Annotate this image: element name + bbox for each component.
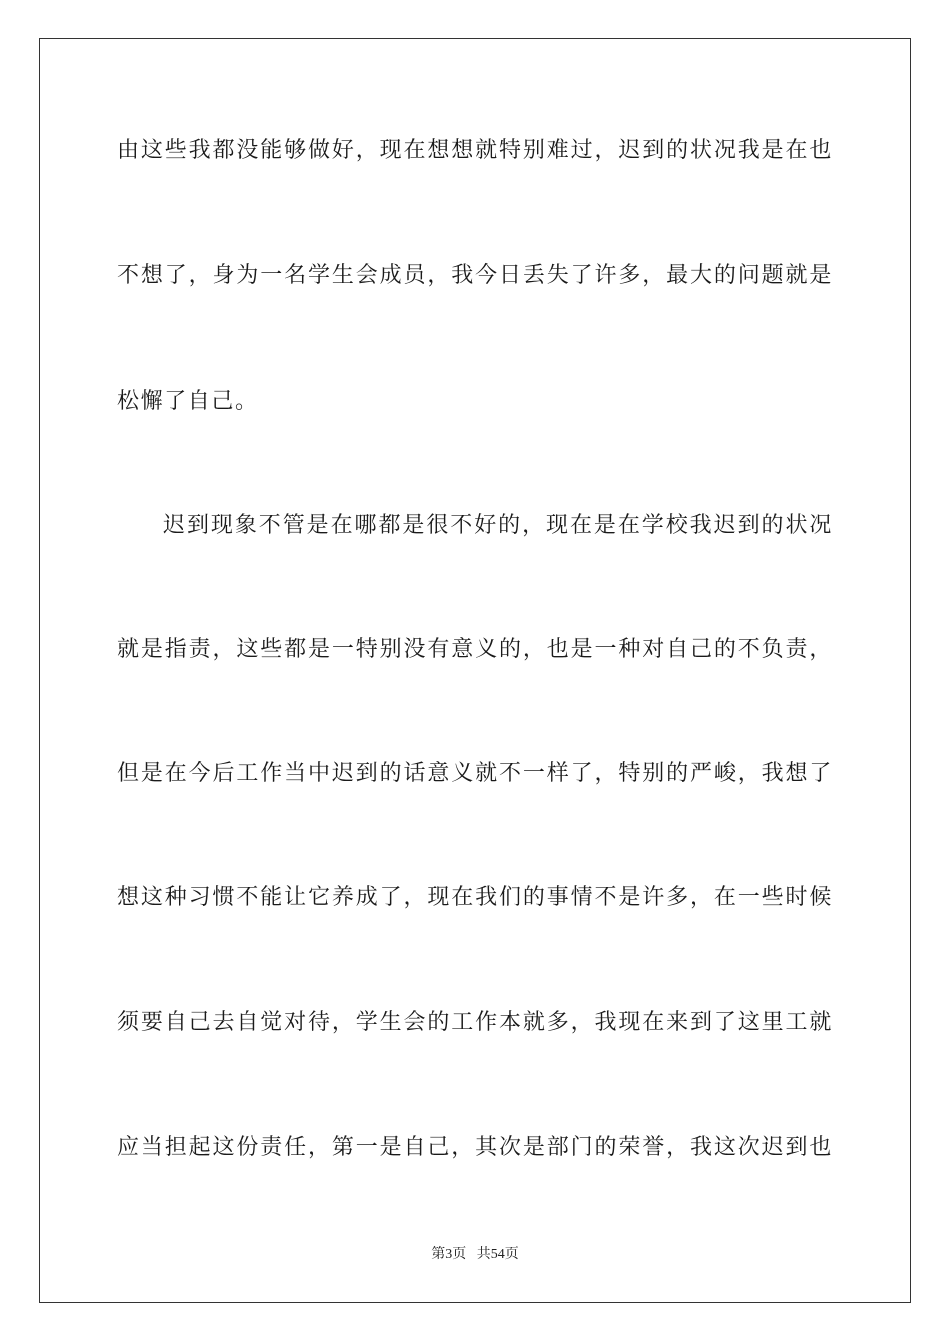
page-number: 第3页 [431,1247,467,1262]
body-text-line: 不想了，身为一名学生会成员，我今日丢失了许多，最大的问题就是 [117,263,833,288]
page-footer [0,1246,950,1264]
body-text-line: 就是指责，这些都是一特别没有意义的，也是一种对自己的不负责， [117,637,833,662]
body-text-line: 但是在今后工作当中迟到的话意义就不一样了，特别的严峻，我想了 [117,761,833,786]
page-total: 共54页 [476,1247,519,1262]
body-text-line: 应当担起这份责任，第一是自己，其次是部门的荣誉，我这次迟到也 [117,1135,833,1160]
body-text-line: 须要自己去自觉对待，学生会的工作本就多，我现在来到了这里工就 [117,1010,833,1035]
body-text-line: 想这种习惯不能让它养成了，现在我们的事情不是许多，在一些时候 [117,885,833,910]
body-text-line: 由这些我都没能够做好，现在想想就特别难过，迟到的状况我是在也 [117,138,833,163]
body-text-line: 松懈了自己。 [117,389,259,414]
page-border [39,38,911,1303]
body-text-line: 迟到现象不管是在哪都是很不好的，现在是在学校我迟到的状况 [163,513,833,538]
